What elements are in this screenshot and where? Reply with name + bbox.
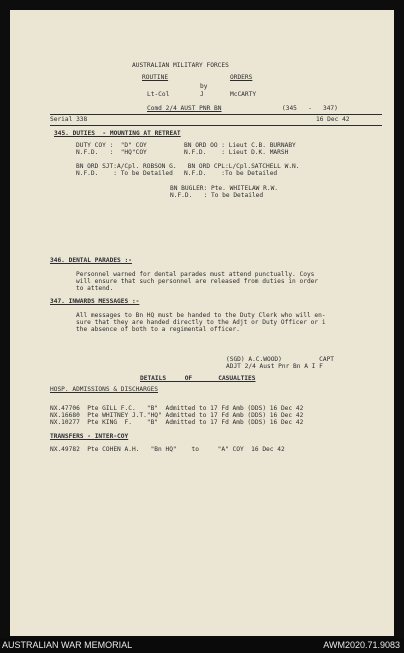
hosp-title: HOSP. ADMISSIONS & DISCHARGES bbox=[50, 386, 159, 393]
section-346-title: 346. DENTAL PARADES :- bbox=[50, 257, 132, 264]
header-initial: J bbox=[200, 91, 204, 98]
s345-row: DUTY COY : "D" COY BN ORD OO : Lieut C.B. BURNABY bbox=[76, 142, 296, 149]
casualty-row: NX.10277 Pte KING F. "B" Admitted to 17 Fd Amb (DDS) 16 Dec 42 bbox=[50, 419, 304, 426]
divider bbox=[50, 125, 382, 126]
header-by: by bbox=[200, 83, 208, 90]
s345-row: BN BUGLER: Pte. WHITELAW R.W. bbox=[170, 185, 279, 192]
routine-orders-document bbox=[50, 62, 388, 453]
transfer-row: NX.49782 Pte COHEN A.H. "Bn HQ" to "A" COY 16 Dec 42 bbox=[50, 446, 285, 453]
s346-line: to attend. bbox=[76, 285, 114, 292]
s346-line: will ensure that such personnel are released from duties in order bbox=[76, 278, 319, 285]
s347-line: All messages to Bn HQ must be handed to the Duty Clerk who will en- bbox=[76, 312, 326, 319]
header-title: AUSTRALIAN MILITARY FORCES bbox=[132, 62, 229, 69]
header-orders: ORDERS bbox=[230, 74, 253, 81]
casualty-row: NX.47706 Pte GILL F.C. "B" Admitted to 17 Fd Amb (DDS) 16 Dec 42 bbox=[50, 405, 304, 412]
caption-source: AUSTRALIAN WAR MEMORIAL bbox=[2, 640, 133, 650]
caption-accession: AWM2020.71.9083 bbox=[323, 640, 400, 650]
header-command: Comd 2/4 AUST PNR BN bbox=[147, 105, 222, 112]
header-name: McCARTY bbox=[230, 91, 257, 98]
serial-date: 16 Dec 42 bbox=[316, 116, 350, 123]
caption-bar bbox=[0, 638, 404, 653]
casualties-heading: DETAILS OF CASUALTIES bbox=[140, 375, 256, 382]
s345-row: N.F.D. : To be Detailed bbox=[170, 192, 264, 199]
s346-line: Personnel warned for dental parades must attend punctually. Coys bbox=[76, 271, 315, 278]
divider bbox=[50, 114, 382, 115]
header-rank: Lt-Col bbox=[147, 91, 170, 98]
s347-line: sure that they are handed directly to the Adjt or Duty Officer or i bbox=[76, 319, 326, 326]
s345-row: BN ORD SJT:A/Cpl. ROBSON G. BN ORD CPL:L/Cpl.SATCHELL W.N. bbox=[76, 163, 300, 170]
section-347-title: 347. INWARDS MESSAGES :- bbox=[50, 298, 140, 305]
header-routine: ROUTINE bbox=[142, 74, 169, 81]
serial-label: Serial 338 bbox=[50, 116, 88, 123]
transfers-title: TRANSFERS - INTER-COY bbox=[50, 433, 129, 440]
signature-line: ADJT 2/4 Aust Pnr Bn A I F bbox=[226, 363, 323, 370]
signature-line: (SGD) A.C.WOOD) CAPT bbox=[226, 356, 335, 363]
s345-row: N.F.D. : "HQ"COY N.F.D. : Lieut D.K. MARSH bbox=[76, 149, 289, 156]
section-345-title: 345. DUTIES - MOUNTING AT RETREAT bbox=[54, 130, 181, 137]
header-range: (345 - 347) bbox=[282, 105, 338, 112]
casualty-row: NX.16680 Pte WHITNEY J.T."HQ" Admitted to 17 Fd Amb (DDS) 16 Dec 42 bbox=[50, 412, 304, 419]
s347-line: the absence of both to a regimental officer. bbox=[76, 326, 240, 333]
s345-row: N.F.D. : To be Detailed N.F.D. :To be Detailed bbox=[76, 170, 278, 177]
